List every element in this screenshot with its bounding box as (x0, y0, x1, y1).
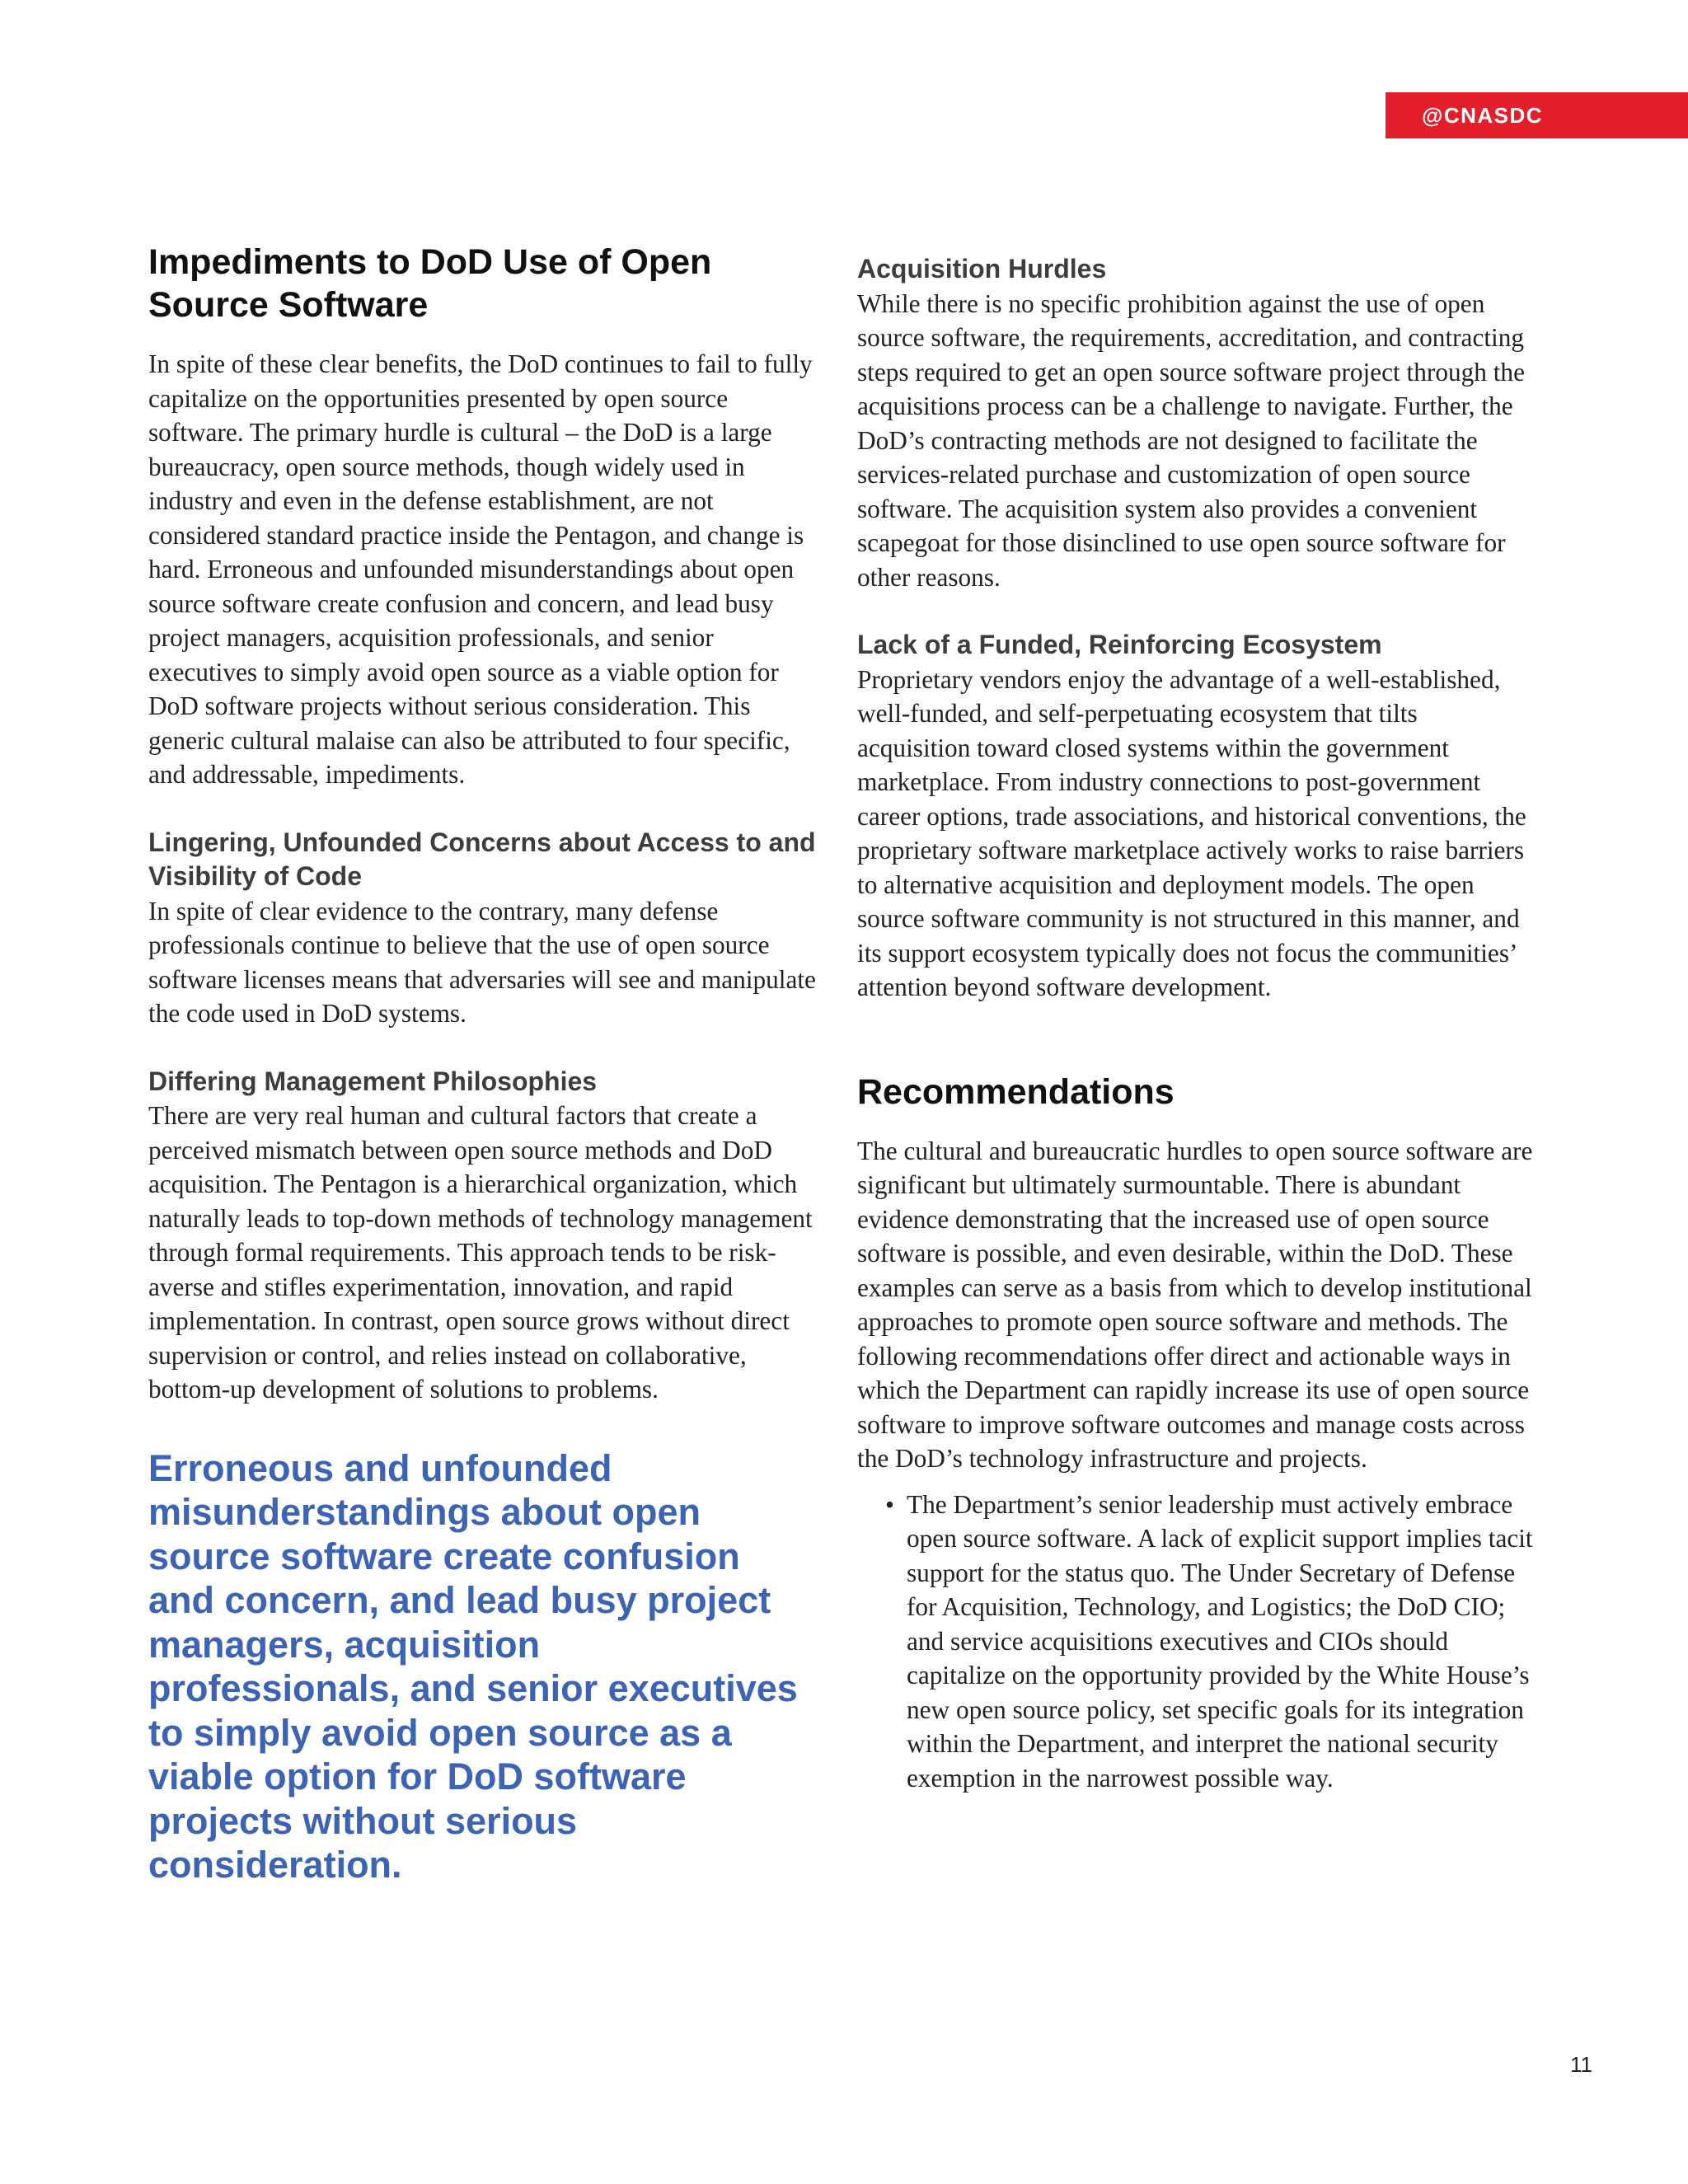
paragraph-recommendations: The cultural and bureaucratic hurdles to open source software are significant but ultimately surmountable. There is abundant evidence demonstrating that the increased use of open source software is possible, and even desirable, within the DoD. These examples can serve as a basis from which to develop institutional approaches to promote open source software and methods. The following recommendations offer direct and actionable ways in which the Department can rapidly increase its use of open source software to improve software outcomes and manage costs across the DoD’s technology infrastructure and projects. (857, 1136, 1533, 1473)
subheading-acquisition-hurdles: Acquisition Hurdles (857, 254, 1107, 284)
subheading-funded-ecosystem: Lack of a Funded, Reinforcing Ecosystem (857, 630, 1382, 659)
subheading-code-concerns: Lingering, Unfounded Concerns about Access to and Visibility of Code (148, 827, 816, 891)
section-heading-impediments: Impediments to DoD Use of Open Source Software (148, 242, 712, 325)
subheading-management-philosophies: Differing Management Philosophies (148, 1066, 598, 1096)
intro-paragraph: In spite of these clear benefits, the DoD continues to fail to fully capitalize on the opportunities presented by open source software. The primary hurdle is cultural – the DoD is a large bureaucracy, open source methods, though widely used in industry and even in the defense establishment, are not considered standard practice inside the Pentagon, and change is hard. Erroneous and unfounded misunderstandings about open source software create confusion and concern, and lead busy project managers, acquisition professionals, and senior executives to simply avoid open source as a viable option for DoD software projects without serious consideration. This generic cultural malaise can also be attributed to four specific, and addressable, impediments. (148, 349, 813, 789)
list-item (857, 1488, 1533, 1796)
paragraph-acquisition-hurdles: While there is no specific prohibition against the use of open source software, the requirements, accreditation, and contracting steps required to get an open source software project through the acquisitions process can be a challenge to navigate. Further, the DoD’s contracting methods are not designed to facilitate the services-related purchase and customization of open source software. The acquisition system also provides a convenient scapegoat for those disinclined to use open source software for other reasons. (857, 288, 1525, 592)
paragraph-management-philosophies: There are very real human and cultural factors that create a perceived mismatch between open source methods and DoD acquisition. The Pentagon is a hierarchical organization, which naturally leads to top-down methods of technology management through formal requirements. This approach tends to be risk-averse and stifles experimentation, innovation, and rapid implementation. In contrast, open source grows without direct supervision or control, and relies instead on collaborative, bottom-up development of solutions to problems. (148, 1101, 813, 1404)
recommendations-list (857, 1488, 1533, 1796)
twitter-handle: @CNASDC (1422, 103, 1544, 128)
bullet-icon: • (885, 1489, 894, 1519)
right-column (857, 241, 1533, 1795)
twitter-handle-banner (1386, 92, 1688, 138)
left-column (148, 241, 824, 1887)
pull-quote: Erroneous and unfounded misunderstandings about open source software create confusion and concern, and lead busy project managers, acquisition professionals, and senior executives to simply avoid open source as a viable option for DoD software projects without serious consideration. (148, 1446, 798, 1886)
page-number: 11 (1570, 2052, 1592, 2077)
section-heading-recommendations: Recommendations (857, 1071, 1175, 1112)
list-item-text: The Department’s senior leadership must actively embrace open source software. A lack of explicit support implies tacit support for the status quo. The Under Secretary of Defense for Acquisition, Technology, and Logistics; the DoD CIO; and service acquisitions executives and CIOs should capitalize on the opportunity provided by the White House’s new open source policy, set specific goals for its integration within the Department, and interpret the national security exemption in the narrowest possible way. (907, 1489, 1533, 1793)
paragraph-funded-ecosystem: Proprietary vendors enjoy the advantage of a well-established, well-funded, and self-perpetuating ecosystem that tilts acquisition toward closed systems within the government marketplace. From industry connections to post-government career options, trade associations, and historical conventions, the proprietary software marketplace actively works to raise barriers to alternative acquisition and deployment models. The open source software community is not structured in this manner, and its support ecosystem typically does not focus the communities’ attention beyond software development. (857, 664, 1526, 1001)
paragraph-code-concerns: In spite of clear evidence to the contrary, many defense professionals continue to believe that the use of open source software licenses means that adversaries will see and manipulate the code used in DoD systems. (148, 896, 816, 1028)
